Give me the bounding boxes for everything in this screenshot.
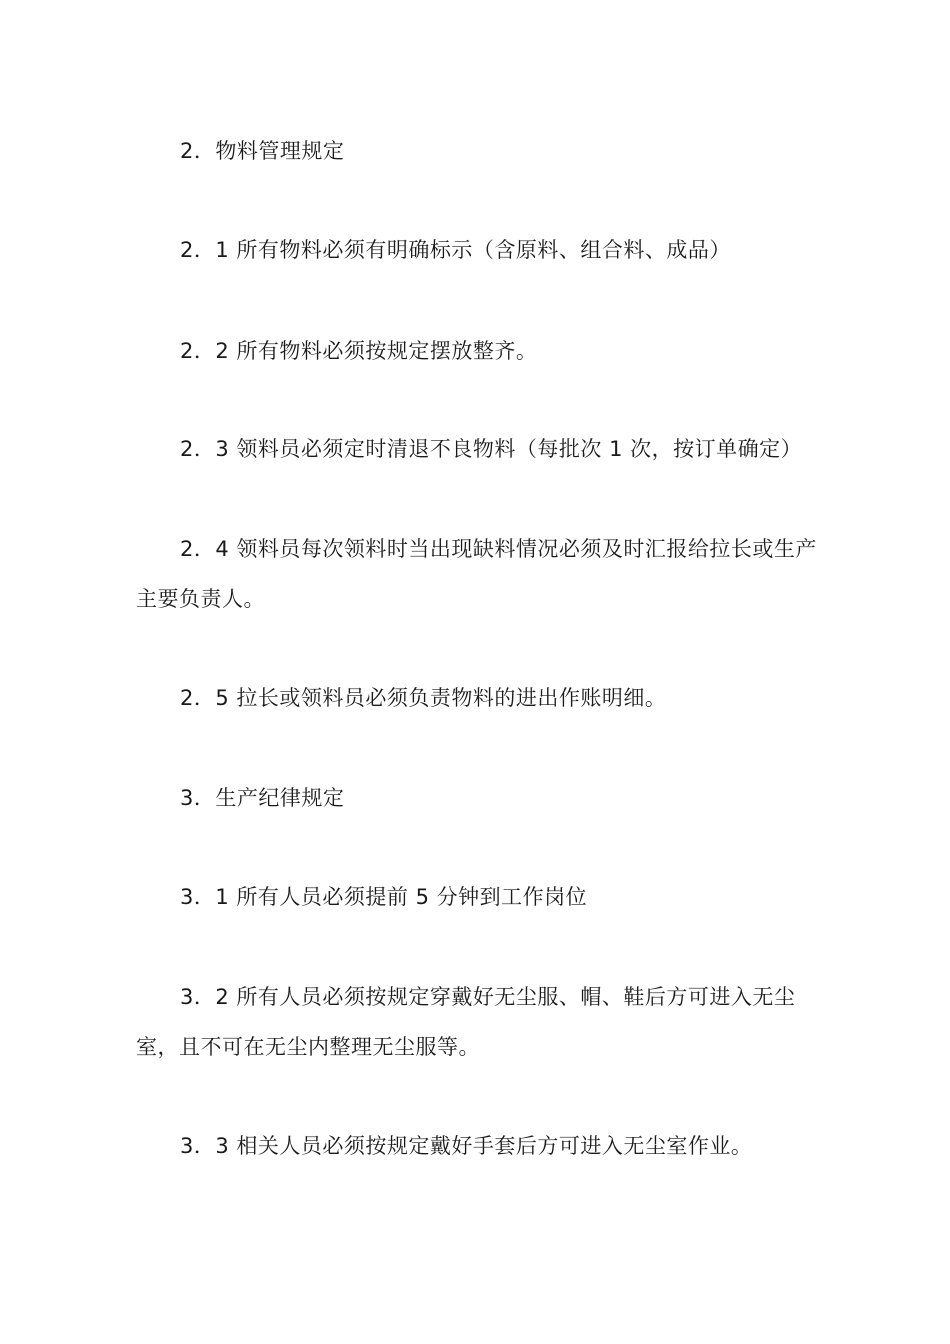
section-heading-material-management: 2．物料管理规定 — [180, 139, 345, 163]
paragraph-2-2: 2．2 所有物料必须按规定摆放整齐。 — [180, 339, 538, 363]
paragraph-2-3: 2．3 领料员必须定时清退不良物料（每批次 1 次，按订单确定） — [180, 437, 803, 461]
paragraph-3-1: 3．1 所有人员必须提前 5 分钟到工作岗位 — [180, 885, 588, 909]
paragraph-2-4: 2．4 领料员每次领料时当出现缺料情况必须及时汇报给拉长或生产主要负责人。 — [136, 537, 817, 611]
paragraph-3-3: 3．3 相关人员必须按规定戴好手套后方可进入无尘室作业。 — [180, 1134, 753, 1158]
paragraph-2-1: 2．1 所有物料必须有明确标示（含原料、组合料、成品） — [180, 238, 731, 262]
section-heading-production-discipline: 3．生产纪律规定 — [180, 786, 345, 810]
paragraph-3-2: 3．2 所有人员必须按规定穿戴好无尘服、帽、鞋后方可进入无尘室，且不可在无尘内整理无尘服等。 — [136, 985, 796, 1059]
paragraph-2-5: 2．5 拉长或领料员必须负责物料的进出作账明细。 — [180, 686, 667, 710]
